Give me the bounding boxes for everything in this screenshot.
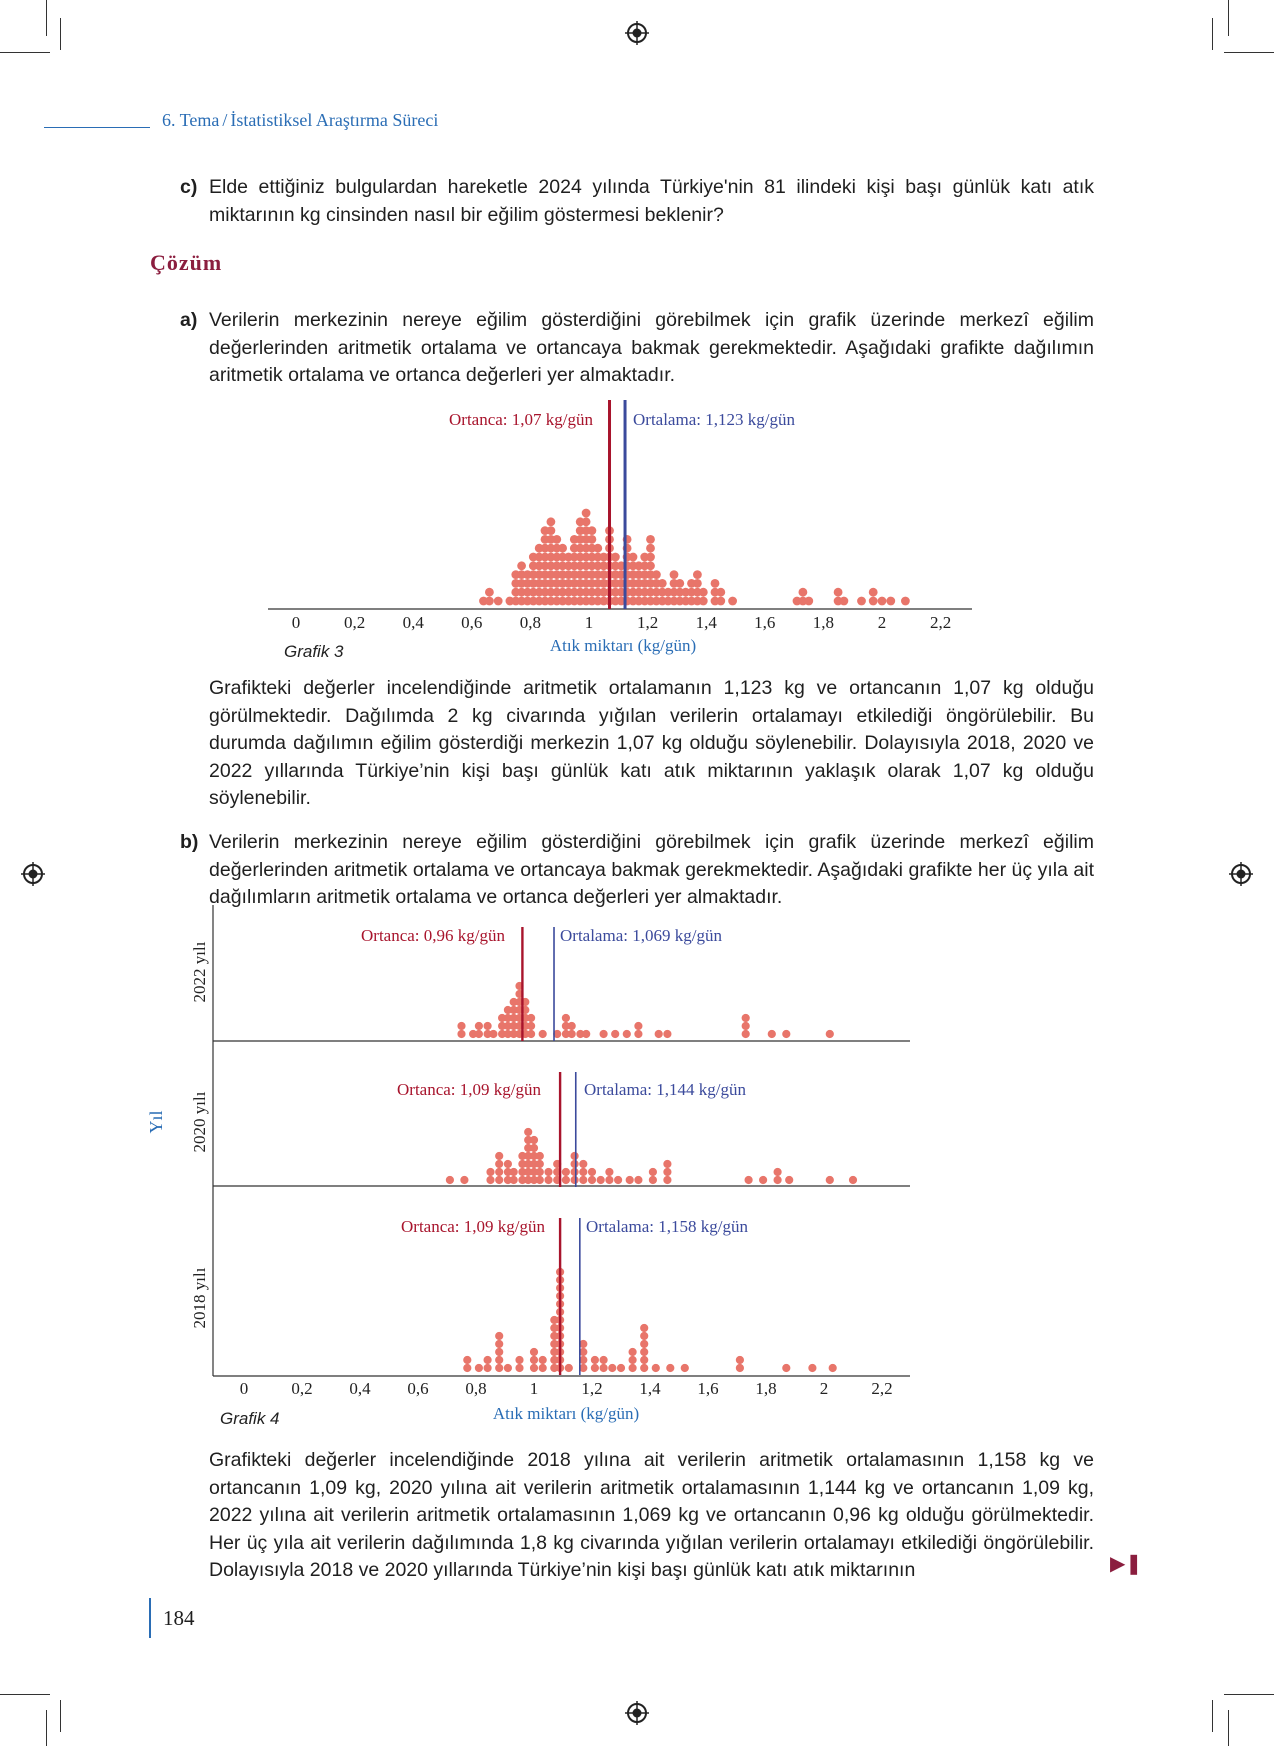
question-c-text: Elde ettiğiniz bulgulardan hareketle 2024 yılında Türkiye'nin 81 ilindeki kişi başı günlük katı atık miktarının kg cinsinden nasıl bir eğilim göstermesi beklenir? [209, 176, 1094, 226]
data-dot [484, 1022, 492, 1030]
data-dot [629, 1348, 637, 1356]
crop-mark [1228, 1710, 1229, 1746]
data-dot [600, 1030, 608, 1038]
data-dot [629, 553, 638, 562]
registration-mark-icon [625, 1701, 649, 1725]
data-dot [666, 1364, 674, 1372]
data-dot [716, 597, 725, 606]
tick-label: 2 [877, 613, 887, 632]
year-label-2022: 2022 yılı [190, 941, 209, 1003]
data-dot [510, 1168, 518, 1176]
mean-label: Ortalama: 1,123 kg/gün [633, 410, 795, 429]
data-dot [840, 597, 849, 606]
data-dot [728, 597, 737, 606]
data-dot [588, 535, 597, 544]
data-dot [504, 1160, 512, 1168]
data-dot [591, 1356, 599, 1364]
data-dot [634, 1030, 642, 1038]
header-rule [44, 127, 150, 128]
data-dot [552, 535, 561, 544]
data-dot [457, 1022, 465, 1030]
data-dot [588, 1168, 596, 1176]
data-dot [494, 597, 503, 606]
data-dot [486, 1168, 494, 1176]
data-dot [834, 588, 843, 597]
data-dot [611, 553, 620, 562]
data-dot [579, 1176, 587, 1184]
data-dot [759, 1176, 767, 1184]
data-dot [663, 1030, 671, 1038]
data-dot [742, 1022, 750, 1030]
data-dot [857, 597, 866, 606]
data-dot [495, 1348, 503, 1356]
data-dot [829, 1364, 837, 1372]
tick-label: 0,4 [349, 1379, 371, 1398]
data-dot [547, 517, 556, 526]
mean-label-2020: Ortalama: 1,144 kg/gün [584, 1080, 746, 1099]
data-dot [681, 1364, 689, 1372]
data-dot [489, 1030, 497, 1038]
data-dot [495, 1168, 503, 1176]
data-dot [558, 544, 567, 553]
data-dot [605, 1176, 613, 1184]
data-dot [527, 1014, 535, 1022]
data-dot [699, 597, 708, 606]
page-number: 184 [163, 1606, 195, 1630]
part-a-text: Verilerin merkezinin nereye eğilim gösterdiğini görebilmek için grafik üzerinde merkezî eğilim değerlerinden aritmetik ortalama ve ortancaya bakmak gerekmektedir. Aşağıdaki grafikte dağılımın aritmetik ortalama ve ortanca değerleri yer almaktadır. [209, 309, 1094, 386]
data-dot [652, 1364, 660, 1372]
data-dot [605, 1168, 613, 1176]
crop-mark [0, 1694, 50, 1695]
data-dot [711, 579, 720, 588]
tick-label: 2 [819, 1379, 829, 1398]
tick-label: 1 [529, 1379, 539, 1398]
crop-mark [1212, 1700, 1213, 1732]
tick-label: 0,2 [343, 613, 366, 632]
x-axis-label: Atık miktarı (kg/gün) [492, 1404, 640, 1423]
data-dot [869, 588, 878, 597]
registration-mark-icon [625, 21, 649, 45]
year-label-2018: 2018 yılı [190, 1267, 209, 1329]
data-dot [799, 588, 808, 597]
data-dot [849, 1176, 857, 1184]
tick-label: 1,6 [697, 1379, 719, 1398]
data-dot [629, 1356, 637, 1364]
crop-mark [46, 1710, 47, 1746]
data-dot [544, 1168, 552, 1176]
data-dot [495, 1364, 503, 1372]
data-dot [608, 1364, 616, 1372]
data-dot [623, 1030, 631, 1038]
data-dot [646, 561, 655, 570]
data-dot [640, 1364, 648, 1372]
data-dot [652, 570, 661, 579]
data-dot [536, 1152, 544, 1160]
tick-label: 1 [584, 613, 594, 632]
header-theme: 6. Tema [162, 110, 220, 130]
registration-mark-icon [21, 862, 45, 886]
data-dot [495, 1332, 503, 1340]
data-dot [663, 1168, 671, 1176]
data-dot [547, 526, 556, 535]
question-c-label: c) [180, 176, 198, 198]
data-dot [808, 1364, 816, 1372]
data-dot [804, 597, 813, 606]
tick-label: 1,8 [755, 1379, 777, 1398]
data-dot [544, 1176, 552, 1184]
mean-label-2022: Ortalama: 1,069 kg/gün [560, 926, 722, 945]
tick-label: 0,6 [407, 1379, 429, 1398]
data-dot [524, 1128, 532, 1136]
paragraph-b-result: Grafikteki değerler incelendiğinde 2018 yılına ait verilerin aritmetik ortalamasının 1,158 kg ve ortancanın 1,09 kg, 2020 yılına ait verilerin aritmetik ortalamasının 1,144 kg ve ortancanın 1,09 kg, 2022 yılına ait verilerin aritmetik ortalamasının 1,069 kg ve ortancanın 0,96 kg olduğu görülmektedir. Her üç yıla ait verilerin dağılımında 1,8 kg civarında yığılan verilerin ortalamayı etkilediği öngörülebilir. Dolayısıyla 2018 ve 2020 yıllarında Türkiye’nin kişi başı günlük katı atık miktarının [209, 1449, 1094, 1581]
data-dot [485, 597, 494, 606]
data-dot [457, 1030, 465, 1038]
data-dot [495, 1152, 503, 1160]
data-dot [565, 1364, 573, 1372]
paragraph-a-result: Grafikteki değerler incelendiğinde aritmetik ortalamanın 1,123 kg ve ortancanın 1,07 kg olduğu görülmektedir. Dağılımda 2 kg civarında yığılan verilerin ortalamayı etkilediği öngörülebilir. Bu durumda dağılımın eğilim gösterdiği merkezin 1,07 kg olduğu söylenebilir. Dolayısıyla 2018, 2020 ve 2022 yıllarında Türkiye’nin kişi başı günlük katı atık miktarının yaklaşık olarak 1,07 kg olduğu söylenebilir. [209, 677, 1094, 809]
data-dot [568, 1022, 576, 1030]
data-dot [614, 1176, 622, 1184]
data-dot [826, 1030, 834, 1038]
data-dot [571, 1160, 579, 1168]
crop-mark [60, 1700, 61, 1732]
data-dot [582, 1030, 590, 1038]
data-dot [539, 1030, 547, 1038]
tick-label: 0,8 [519, 613, 542, 632]
data-dot [736, 1364, 744, 1372]
part-b-label: b) [180, 831, 199, 853]
data-dot [634, 1022, 642, 1030]
data-dot [826, 1176, 834, 1184]
data-dot [486, 1176, 494, 1184]
data-dot [785, 1176, 793, 1184]
data-dot [742, 1030, 750, 1038]
year-label-2020: 2020 yılı [190, 1091, 209, 1153]
data-dot [640, 1340, 648, 1348]
crop-mark [0, 52, 50, 53]
tick-label: 2,2 [871, 1379, 893, 1398]
tick-label: 1,8 [812, 613, 835, 632]
data-dot [869, 597, 878, 606]
data-dot [527, 1030, 535, 1038]
crop-mark [1228, 0, 1229, 36]
header-separator: / [222, 110, 228, 130]
data-dot [562, 1168, 570, 1176]
data-dot [782, 1364, 790, 1372]
chart-caption: Grafik 4 [220, 1409, 280, 1428]
crop-mark [60, 18, 61, 50]
median-label-2018: Ortanca: 1,09 kg/gün [401, 1217, 545, 1236]
data-dot [582, 517, 591, 526]
mean-label-2018: Ortalama: 1,158 kg/gün [586, 1217, 748, 1236]
data-dot [742, 1014, 750, 1022]
data-dot [646, 544, 655, 553]
data-dot [675, 579, 684, 588]
data-dot [579, 1168, 587, 1176]
data-dot [600, 1364, 608, 1372]
tick-label: 0 [239, 1379, 249, 1398]
data-dot [646, 553, 655, 562]
data-dot [745, 1176, 753, 1184]
data-dot [484, 1356, 492, 1364]
data-dot [626, 1176, 634, 1184]
data-dot [901, 597, 910, 606]
tick-label: 2,2 [929, 613, 952, 632]
data-dot [611, 1030, 619, 1038]
data-dot [571, 1152, 579, 1160]
data-dot [475, 1022, 483, 1030]
data-dot [699, 588, 708, 597]
running-header [162, 110, 438, 131]
tick-label: 0,8 [465, 1379, 487, 1398]
data-dot [640, 1332, 648, 1340]
data-dot [463, 1356, 471, 1364]
data-dot [588, 526, 597, 535]
data-dot [530, 1356, 538, 1364]
data-dot [495, 1160, 503, 1168]
data-dot [527, 1022, 535, 1030]
data-dot [539, 1364, 547, 1372]
data-dot [693, 579, 702, 588]
y-axis-label: Yıl [146, 1110, 166, 1134]
data-dot [446, 1176, 454, 1184]
data-dot [670, 570, 679, 579]
data-dot [640, 1348, 648, 1356]
page-number-rule [149, 1598, 151, 1638]
data-dot [515, 1356, 523, 1364]
tick-label: 1,4 [695, 613, 717, 632]
data-dot [568, 1030, 576, 1038]
data-dot [495, 1356, 503, 1364]
tick-label: 1,2 [636, 613, 659, 632]
data-dot [629, 1364, 637, 1372]
crop-mark [1224, 1694, 1274, 1695]
tick-label: 0 [291, 613, 301, 632]
tick-label: 0,4 [402, 613, 424, 632]
data-dot [600, 1356, 608, 1364]
data-dot [582, 509, 591, 518]
tick-label: 1,6 [754, 613, 776, 632]
x-axis-label: Atık miktarı (kg/gün) [549, 636, 697, 655]
tick-label: 0,2 [291, 1379, 313, 1398]
data-dot [617, 1364, 625, 1372]
tick-label: 1,2 [581, 1379, 603, 1398]
median-label: Ortanca: 1,07 kg/gün [449, 410, 593, 429]
data-dot [562, 1176, 570, 1184]
data-dot [463, 1364, 471, 1372]
data-dot [495, 1340, 503, 1348]
data-dot [646, 535, 655, 544]
solution-heading: Çözüm [150, 250, 223, 275]
data-dot [571, 1176, 579, 1184]
data-dot [588, 1176, 596, 1184]
data-dot [530, 1364, 538, 1372]
crop-mark [46, 0, 47, 36]
data-dot [782, 1030, 790, 1038]
data-dot [485, 588, 494, 597]
data-dot [460, 1176, 468, 1184]
registration-mark-icon [1229, 862, 1253, 886]
median-label-2020: Ortanca: 1,09 kg/gün [397, 1080, 541, 1099]
data-dot [484, 1364, 492, 1372]
data-dot [591, 1364, 599, 1372]
data-dot [536, 1176, 544, 1184]
chart-caption: Grafik 3 [284, 642, 344, 661]
data-dot [571, 1168, 579, 1176]
data-dot [655, 1030, 663, 1038]
data-dot [640, 1356, 648, 1364]
data-dot [597, 1176, 605, 1184]
data-dot [649, 1176, 657, 1184]
crop-mark [1224, 52, 1274, 53]
data-dot [504, 1364, 512, 1372]
data-dot [693, 570, 702, 579]
header-title: İstatistiksel Araştırma Süreci [230, 110, 439, 130]
data-dot [663, 1176, 671, 1184]
data-dot [658, 579, 667, 588]
part-b-text: Verilerin merkezinin nereye eğilim gösterdiğini görebilmek için grafik üzerinde merkezî eğilim değerlerinden aritmetik ortalama ve ortancaya bakmak gerekmektedir. Aşağıdaki grafikte her üç yıla ait dağılımların aritmetik ortalama ve ortanca değerleri yer almaktadır. [209, 831, 1094, 908]
data-dot [886, 597, 895, 606]
tick-label: 1,4 [639, 1379, 661, 1398]
crop-mark [1212, 18, 1213, 50]
data-dot [878, 597, 887, 606]
data-dot [663, 1160, 671, 1168]
data-dot [475, 1364, 483, 1372]
data-dot [536, 1160, 544, 1168]
data-dot [515, 1364, 523, 1372]
data-dot [562, 1014, 570, 1022]
data-dot [530, 1348, 538, 1356]
data-dot [539, 1356, 547, 1364]
data-dot [640, 1324, 648, 1332]
data-dot [530, 1136, 538, 1144]
data-dot [495, 1176, 503, 1184]
data-dot [579, 1160, 587, 1168]
dot-plot-grafik-3 [0, 390, 1274, 670]
data-dot [716, 588, 725, 597]
part-a-label: a) [180, 309, 198, 331]
median-label-2022: Ortanca: 0,96 kg/gün [361, 926, 505, 945]
data-dot [517, 561, 526, 570]
data-dot [774, 1168, 782, 1176]
dot-plot-grafik-4 [0, 900, 1274, 1440]
data-dot [774, 1176, 782, 1184]
data-dot [593, 544, 602, 553]
data-dot [768, 1030, 776, 1038]
next-page-icon[interactable]: ▶❚ [1110, 1553, 1143, 1575]
tick-label: 0,6 [461, 613, 483, 632]
data-dot [634, 1176, 642, 1184]
data-dot [536, 1168, 544, 1176]
data-dot [530, 1144, 538, 1152]
data-dot [475, 1030, 483, 1038]
data-dot [510, 1176, 518, 1184]
data-dot [736, 1356, 744, 1364]
data-dot [649, 1168, 657, 1176]
